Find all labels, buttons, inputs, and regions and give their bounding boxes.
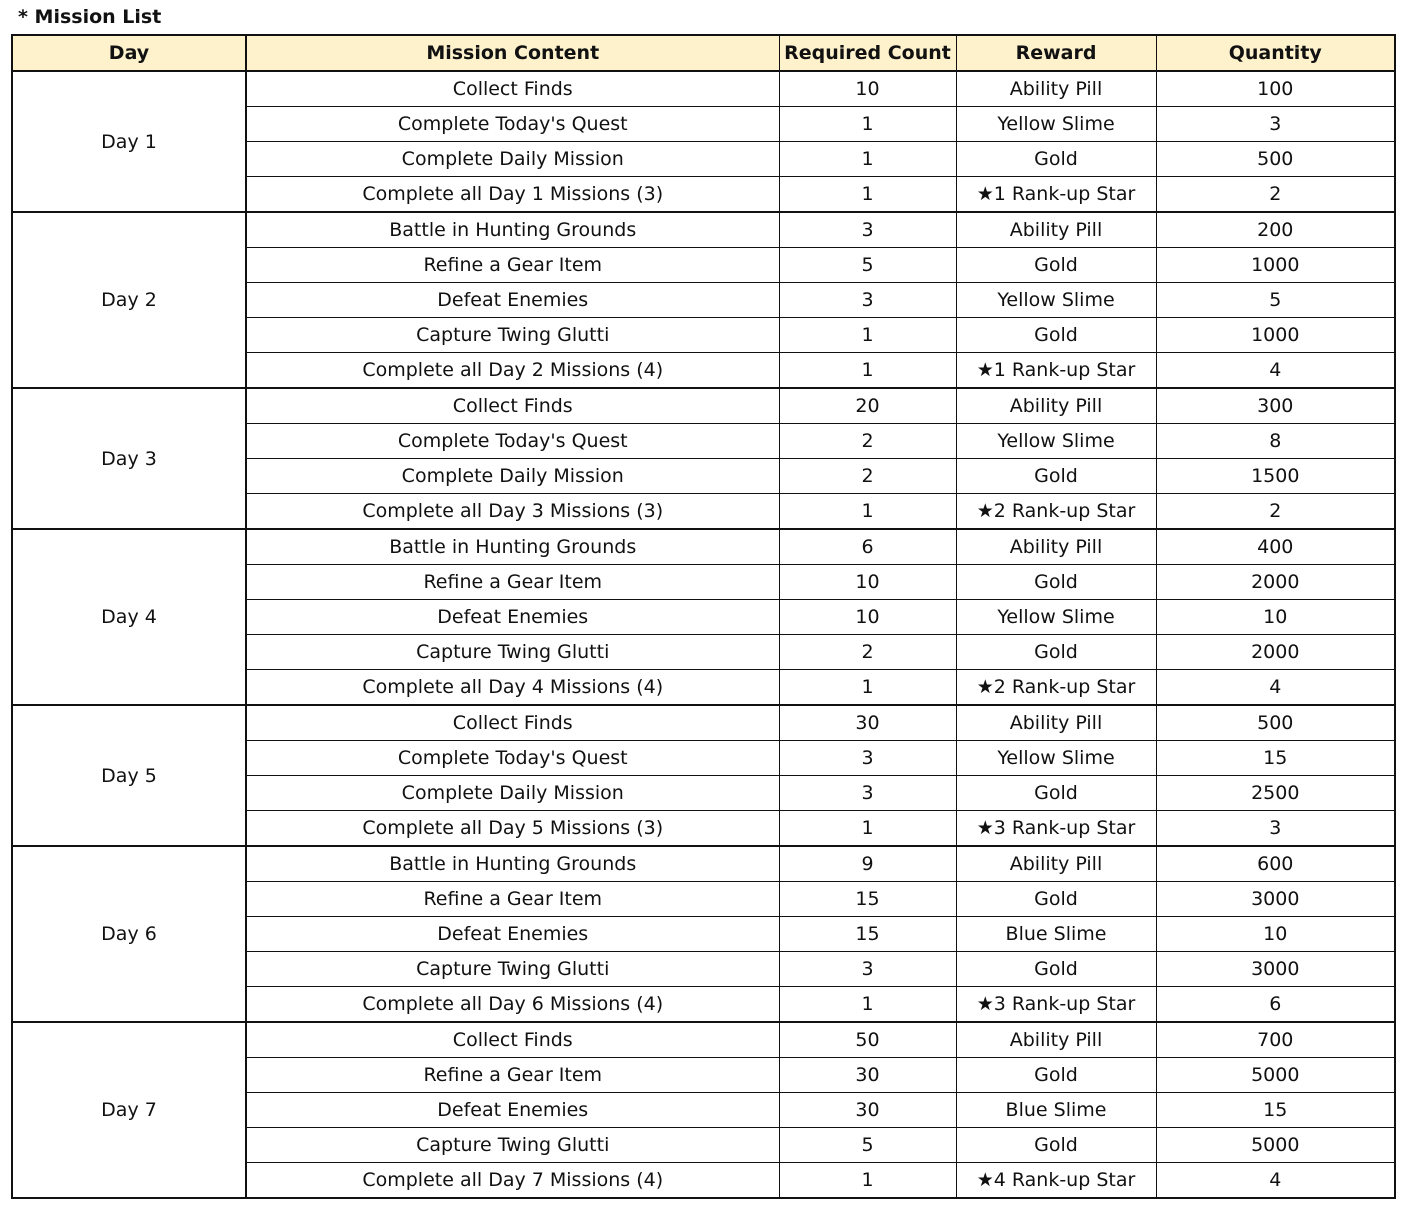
quantity-cell: 2 — [1156, 494, 1395, 530]
mission-content-cell: Defeat Enemies — [246, 917, 779, 952]
required-count-cell: 50 — [779, 1022, 956, 1058]
required-count-cell: 5 — [779, 248, 956, 283]
required-count-cell: 30 — [779, 705, 956, 741]
reward-cell: Gold — [956, 1128, 1156, 1163]
quantity-cell: 4 — [1156, 670, 1395, 706]
reward-cell: ★1 Rank-up Star — [956, 177, 1156, 213]
quantity-cell: 2 — [1156, 177, 1395, 213]
mission-content-cell: Battle in Hunting Grounds — [246, 529, 779, 565]
quantity-cell: 4 — [1156, 353, 1395, 389]
required-count-cell: 1 — [779, 142, 956, 177]
mission-content-cell: Complete Today's Quest — [246, 107, 779, 142]
quantity-cell: 500 — [1156, 705, 1395, 741]
reward-cell: Gold — [956, 1058, 1156, 1093]
table-row — [12, 846, 1395, 882]
mission-body — [12, 71, 1395, 1198]
header-required-count: Required Count — [779, 35, 956, 71]
reward-cell: Gold — [956, 565, 1156, 600]
required-count-cell: 30 — [779, 1058, 956, 1093]
mission-content-cell: Collect Finds — [246, 705, 779, 741]
required-count-cell: 2 — [779, 424, 956, 459]
header-quantity: Quantity — [1156, 35, 1395, 71]
quantity-cell: 8 — [1156, 424, 1395, 459]
required-count-cell: 6 — [779, 529, 956, 565]
reward-cell: Blue Slime — [956, 917, 1156, 952]
reward-cell: ★3 Rank-up Star — [956, 811, 1156, 847]
reward-cell: Yellow Slime — [956, 741, 1156, 776]
mission-content-cell: Capture Twing Glutti — [246, 952, 779, 987]
header-day: Day — [12, 35, 246, 71]
quantity-cell: 500 — [1156, 142, 1395, 177]
day-label: Day 2 — [12, 212, 246, 388]
required-count-cell: 30 — [779, 1093, 956, 1128]
table-row — [12, 705, 1395, 741]
reward-cell: Ability Pill — [956, 388, 1156, 424]
mission-content-cell: Complete Daily Mission — [246, 459, 779, 494]
day-label: Day 5 — [12, 705, 246, 846]
quantity-cell: 300 — [1156, 388, 1395, 424]
table-row — [12, 212, 1395, 248]
mission-content-cell: Battle in Hunting Grounds — [246, 846, 779, 882]
quantity-cell: 1000 — [1156, 248, 1395, 283]
quantity-cell: 15 — [1156, 741, 1395, 776]
mission-content-cell: Defeat Enemies — [246, 283, 779, 318]
mission-content-cell: Complete all Day 3 Missions (3) — [246, 494, 779, 530]
reward-cell: Yellow Slime — [956, 107, 1156, 142]
day-label: Day 6 — [12, 846, 246, 1022]
quantity-cell: 1500 — [1156, 459, 1395, 494]
mission-content-cell: Battle in Hunting Grounds — [246, 212, 779, 248]
reward-cell: ★2 Rank-up Star — [956, 670, 1156, 706]
section-title: * Mission List — [18, 6, 162, 28]
reward-cell: Yellow Slime — [956, 600, 1156, 635]
reward-cell: Ability Pill — [956, 1022, 1156, 1058]
header-row — [12, 35, 1395, 71]
reward-cell: Ability Pill — [956, 705, 1156, 741]
mission-content-cell: Complete Daily Mission — [246, 142, 779, 177]
required-count-cell: 10 — [779, 600, 956, 635]
table-row — [12, 388, 1395, 424]
quantity-cell: 2000 — [1156, 635, 1395, 670]
required-count-cell: 3 — [779, 212, 956, 248]
quantity-cell: 4 — [1156, 1163, 1395, 1199]
required-count-cell: 3 — [779, 952, 956, 987]
required-count-cell: 5 — [779, 1128, 956, 1163]
day-label: Day 7 — [12, 1022, 246, 1198]
required-count-cell: 1 — [779, 670, 956, 706]
mission-content-cell: Collect Finds — [246, 1022, 779, 1058]
reward-cell: Ability Pill — [956, 212, 1156, 248]
quantity-cell: 10 — [1156, 917, 1395, 952]
table-row — [12, 1022, 1395, 1058]
mission-table — [11, 34, 1396, 1199]
quantity-cell: 3000 — [1156, 952, 1395, 987]
table-row — [12, 71, 1395, 107]
reward-cell: Gold — [956, 952, 1156, 987]
quantity-cell: 5000 — [1156, 1058, 1395, 1093]
required-count-cell: 20 — [779, 388, 956, 424]
reward-cell: Ability Pill — [956, 71, 1156, 107]
mission-content-cell: Refine a Gear Item — [246, 565, 779, 600]
required-count-cell: 1 — [779, 1163, 956, 1199]
mission-content-cell: Refine a Gear Item — [246, 1058, 779, 1093]
quantity-cell: 1000 — [1156, 318, 1395, 353]
mission-content-cell: Complete Today's Quest — [246, 424, 779, 459]
quantity-cell: 600 — [1156, 846, 1395, 882]
mission-content-cell: Defeat Enemies — [246, 1093, 779, 1128]
day-label: Day 4 — [12, 529, 246, 705]
required-count-cell: 1 — [779, 177, 956, 213]
quantity-cell: 3 — [1156, 811, 1395, 847]
reward-cell: Ability Pill — [956, 846, 1156, 882]
table-row — [12, 529, 1395, 565]
day-label: Day 1 — [12, 71, 246, 212]
required-count-cell: 1 — [779, 987, 956, 1023]
required-count-cell: 1 — [779, 494, 956, 530]
quantity-cell: 5000 — [1156, 1128, 1395, 1163]
mission-content-cell: Defeat Enemies — [246, 600, 779, 635]
reward-cell: Yellow Slime — [956, 283, 1156, 318]
required-count-cell: 2 — [779, 635, 956, 670]
quantity-cell: 2000 — [1156, 565, 1395, 600]
reward-cell: Gold — [956, 882, 1156, 917]
quantity-cell: 6 — [1156, 987, 1395, 1023]
mission-content-cell: Refine a Gear Item — [246, 882, 779, 917]
mission-content-cell: Capture Twing Glutti — [246, 635, 779, 670]
mission-content-cell: Refine a Gear Item — [246, 248, 779, 283]
mission-content-cell: Complete all Day 5 Missions (3) — [246, 811, 779, 847]
reward-cell: ★4 Rank-up Star — [956, 1163, 1156, 1199]
mission-content-cell: Collect Finds — [246, 71, 779, 107]
reward-cell: Gold — [956, 635, 1156, 670]
quantity-cell: 2500 — [1156, 776, 1395, 811]
day-label: Day 3 — [12, 388, 246, 529]
reward-cell: Gold — [956, 248, 1156, 283]
mission-content-cell: Complete Today's Quest — [246, 741, 779, 776]
mission-content-cell: Complete all Day 6 Missions (4) — [246, 987, 779, 1023]
mission-content-cell: Complete all Day 7 Missions (4) — [246, 1163, 779, 1199]
quantity-cell: 3 — [1156, 107, 1395, 142]
reward-cell: Ability Pill — [956, 529, 1156, 565]
required-count-cell: 1 — [779, 353, 956, 389]
required-count-cell: 15 — [779, 882, 956, 917]
mission-content-cell: Capture Twing Glutti — [246, 318, 779, 353]
quantity-cell: 15 — [1156, 1093, 1395, 1128]
reward-cell: Blue Slime — [956, 1093, 1156, 1128]
required-count-cell: 2 — [779, 459, 956, 494]
required-count-cell: 9 — [779, 846, 956, 882]
required-count-cell: 3 — [779, 776, 956, 811]
reward-cell: Gold — [956, 318, 1156, 353]
required-count-cell: 10 — [779, 71, 956, 107]
header-reward: Reward — [956, 35, 1156, 71]
reward-cell: ★1 Rank-up Star — [956, 353, 1156, 389]
reward-cell: ★2 Rank-up Star — [956, 494, 1156, 530]
reward-cell: Yellow Slime — [956, 424, 1156, 459]
header-mission-content: Mission Content — [246, 35, 779, 71]
mission-content-cell: Complete Daily Mission — [246, 776, 779, 811]
mission-content-cell: Complete all Day 4 Missions (4) — [246, 670, 779, 706]
required-count-cell: 10 — [779, 565, 956, 600]
quantity-cell: 3000 — [1156, 882, 1395, 917]
required-count-cell: 1 — [779, 811, 956, 847]
reward-cell: ★3 Rank-up Star — [956, 987, 1156, 1023]
reward-cell: Gold — [956, 459, 1156, 494]
required-count-cell: 15 — [779, 917, 956, 952]
mission-content-cell: Collect Finds — [246, 388, 779, 424]
mission-content-cell: Complete all Day 1 Missions (3) — [246, 177, 779, 213]
mission-content-cell: Complete all Day 2 Missions (4) — [246, 353, 779, 389]
required-count-cell: 3 — [779, 741, 956, 776]
quantity-cell: 400 — [1156, 529, 1395, 565]
quantity-cell: 200 — [1156, 212, 1395, 248]
reward-cell: Gold — [956, 142, 1156, 177]
quantity-cell: 100 — [1156, 71, 1395, 107]
quantity-cell: 10 — [1156, 600, 1395, 635]
quantity-cell: 5 — [1156, 283, 1395, 318]
required-count-cell: 1 — [779, 107, 956, 142]
required-count-cell: 1 — [779, 318, 956, 353]
required-count-cell: 3 — [779, 283, 956, 318]
mission-content-cell: Capture Twing Glutti — [246, 1128, 779, 1163]
quantity-cell: 700 — [1156, 1022, 1395, 1058]
reward-cell: Gold — [956, 776, 1156, 811]
